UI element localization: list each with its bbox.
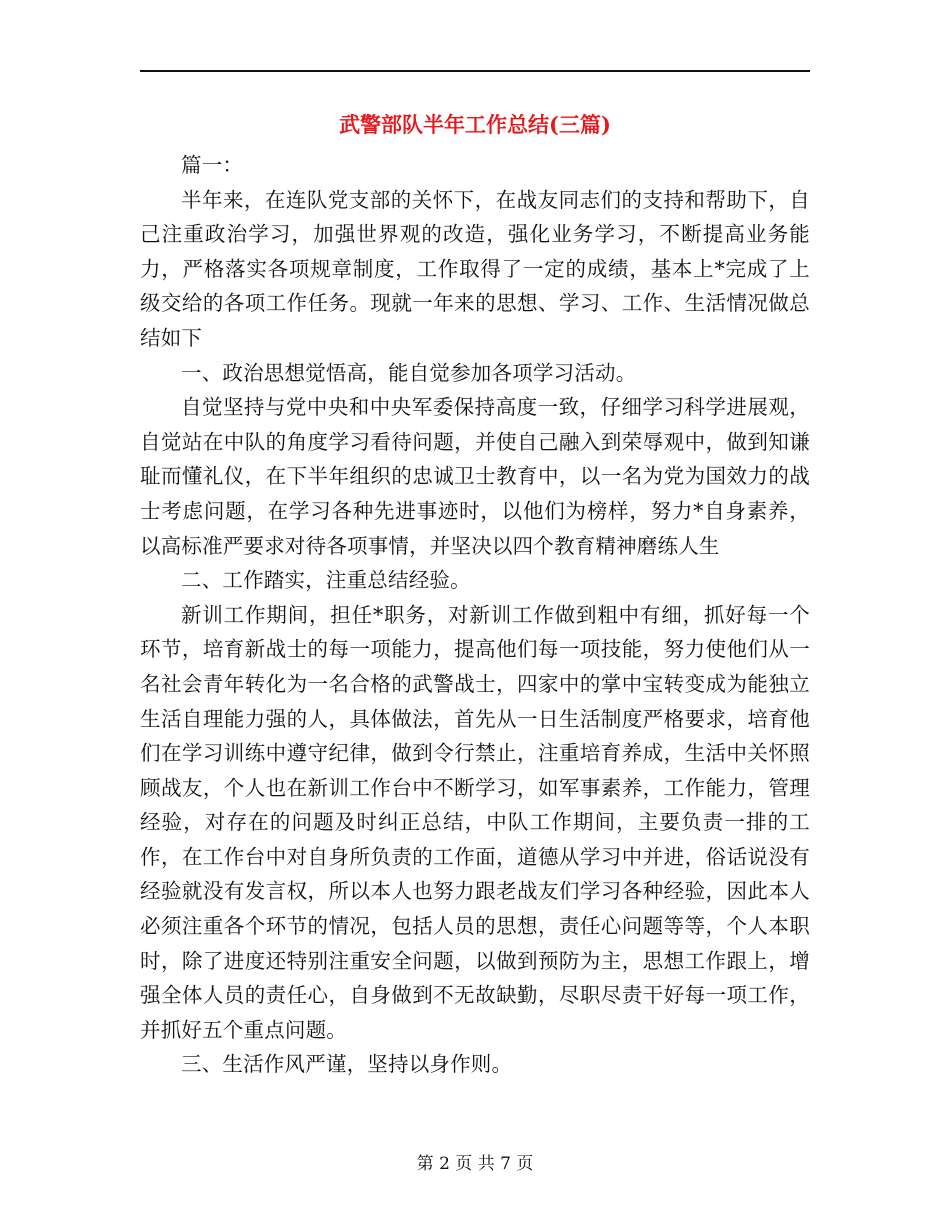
section-body-1: 自觉坚持与党中央和中央军委保持高度一致，仔细学习科学进展观，自觉站在中队的角度学习看待问题，并使自己融入到荣辱观中，做到知谦耻而懂礼仪，在下半年组织的忠诚卫士教育中，以一名为党为国效力的战士考虑问题，在学习各种先进事迹时，以他们为榜样，努力*自身素养，以高标准严要求对待各项事情，并坚决以四个教育精神磨练人生: [140, 395, 810, 558]
section-body-2: 新训工作期间，担任*职务，对新训工作做到粗中有细，抓好每一个环节，培育新战士的每一项能力，提高他们每一项技能，努力使他们从一名社会青年转化为一名合格的武警战士，四家中的掌中宝转变成为能独立生活自理能力强的人，具体做法，首先从一日生活制度严格要求，培育他们在学习训练中遵守纪律，做到令行禁止，注重培育养成，生活中关怀照顾战友，个人也在新训工作台中不断学习，如军事素养，工作能力，管理经验，对存在的问题及时纠正总结，中队工作期间，主要负责一排的工作，在工作台中对自身所负责的工作面，道德从学习中并进，俗话说没有经验就没有发言权，所以本人也努力跟老战友们学习各种经验，因此本人必须注重各个环节的情况，包括人员的思想，责任心问题等等，个人本职时，除了进度还特别注重安全问题，以做到预防为主，思想工作跟上，增强全体人员的责任心，自身做到不无故缺勤，尽职尽责干好每一项工作，并抓好五个重点问题。: [140, 602, 810, 1042]
header-rule: [140, 70, 810, 72]
intro-paragraph: 半年来，在连队党支部的关怀下，在战友同志们的支持和帮助下，自己注重政治学习，加强世界观的改造，强化业务学习，不断提高业务能力，严格落实各项规章制度，工作取得了一定的成绩，基本上*完成了上级交给的各项工作任务。现就一年来的思想、学习、工作、生活情况做总结如下: [140, 187, 810, 350]
section-heading-3: 三、生活作风严谨，坚持以身作则。: [181, 1052, 513, 1077]
section-heading-2: 二、工作踏实，注重总结经验。: [181, 568, 471, 593]
section-label: 篇一：: [181, 153, 244, 177]
section-heading-1: 一、政治思想觉悟高，能自觉参加各项学习活动。: [181, 360, 637, 385]
page-number: 第 2 页 共 7 页: [416, 1154, 534, 1174]
document-body: [140, 148, 810, 1082]
document-title: 武警部队半年工作总结(三篇): [339, 112, 611, 137]
